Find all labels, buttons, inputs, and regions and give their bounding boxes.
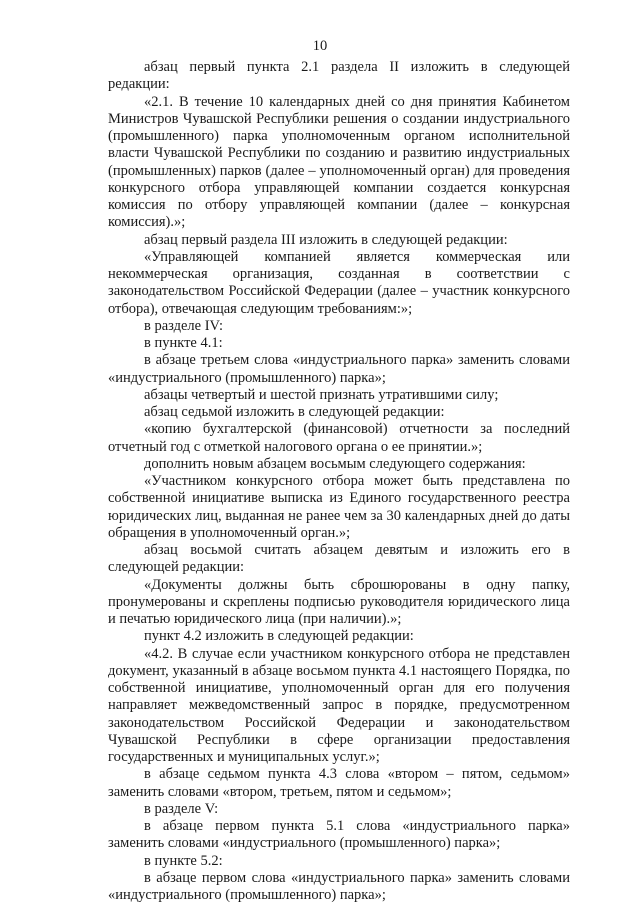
paragraph: дополнить новым абзацем восьмым следующего содержания:: [144, 455, 526, 472]
paragraph: абзац восьмой считать абзацем девятым и изложить его в следующей редакции:: [108, 542, 570, 576]
page-number: 10: [312, 38, 328, 54]
document-body: [108, 59, 570, 904]
paragraph: «2.1. В течение 10 календарных дней со дня принятия Кабинетом Министров Чувашской Республики решения о создании индустриального (промышленного) парка уполномоченным органом исполнительной власти Чувашской Республики по созданию и развитию индустриальных (промышленных) парков (далее – уполномоченный орган) для проведения конкурсного отбора управляющей компании создается конкурсная комиссия по отбору управляющей компании (далее – конкурсная комиссия).»;: [108, 93, 570, 231]
paragraph: в пункте 5.2:: [144, 852, 223, 869]
paragraph: «копию бухгалтерской (финансовой) отчетности за последний отчетный год с отметкой налогового органа о ее принятии.»;: [108, 421, 570, 455]
paragraph: «Управляющей компанией является коммерческая или некоммерческая организация, созданная в соответствии с законодательством Российской Федерации (далее – участник конкурсного отбора), отвечающая следующим требованиям:»;: [108, 248, 570, 317]
paragraph: абзац первый раздела III изложить в следующей редакции:: [144, 231, 508, 248]
paragraph: в абзаце седьмом пункта 4.3 слова «втором – пятом, седьмом» заменить словами «втором, третьем, пятом и седьмом»;: [108, 766, 570, 800]
paragraph: в разделе IV:: [144, 317, 223, 334]
paragraph: в абзаце третьем слова «индустриального парка» заменить словами «индустриального (промышленного) парка»;: [108, 352, 570, 386]
paragraph: «Участником конкурсного отбора может быть представлена по собственной инициативе выписка из Единого государственного реестра юридических лиц, выданная не ранее чем за 30 календарных дней до даты обращения в уполномоченный орган.»;: [108, 473, 570, 541]
paragraph: в разделе V:: [144, 800, 219, 817]
paragraph: абзацы четвертый и шестой признать утратившими силу;: [144, 386, 499, 403]
paragraph: «4.2. В случае если участником конкурсного отбора не представлен документ, указанный в абзаце восьмом пункта 4.1 настоящего Порядка, по собственной инициативе, уполномоченный орган для его получения направляет межведомственный запрос в порядке, предусмотренном законодательством Российской Федерации и законодательством Чувашской Республики в сфере организации предоставления государственных и муниципальных услуг.»;: [108, 645, 570, 765]
paragraph: «Документы должны быть сброшюрованы в одну папку, пронумерованы и скреплены подписью руководителя юридического лица и печатью юридического лица (при наличии).»;: [108, 576, 570, 627]
paragraph: в пункте 4.1:: [144, 335, 223, 351]
paragraph: абзац седьмой изложить в следующей редакции:: [144, 404, 445, 420]
paragraph: в абзаце первом пункта 5.1 слова «индустриального парка» заменить словами «индустриального (промышленного) парка»;: [108, 818, 570, 852]
paragraph: в абзаце первом слова «индустриального парка» заменить словами «индустриального (промышленного) парка»;: [108, 869, 570, 903]
paragraph: абзац первый пункта 2.1 раздела II изложить в следующей редакции:: [108, 59, 570, 93]
paragraph: пункт 4.2 изложить в следующей редакции:: [144, 628, 414, 645]
